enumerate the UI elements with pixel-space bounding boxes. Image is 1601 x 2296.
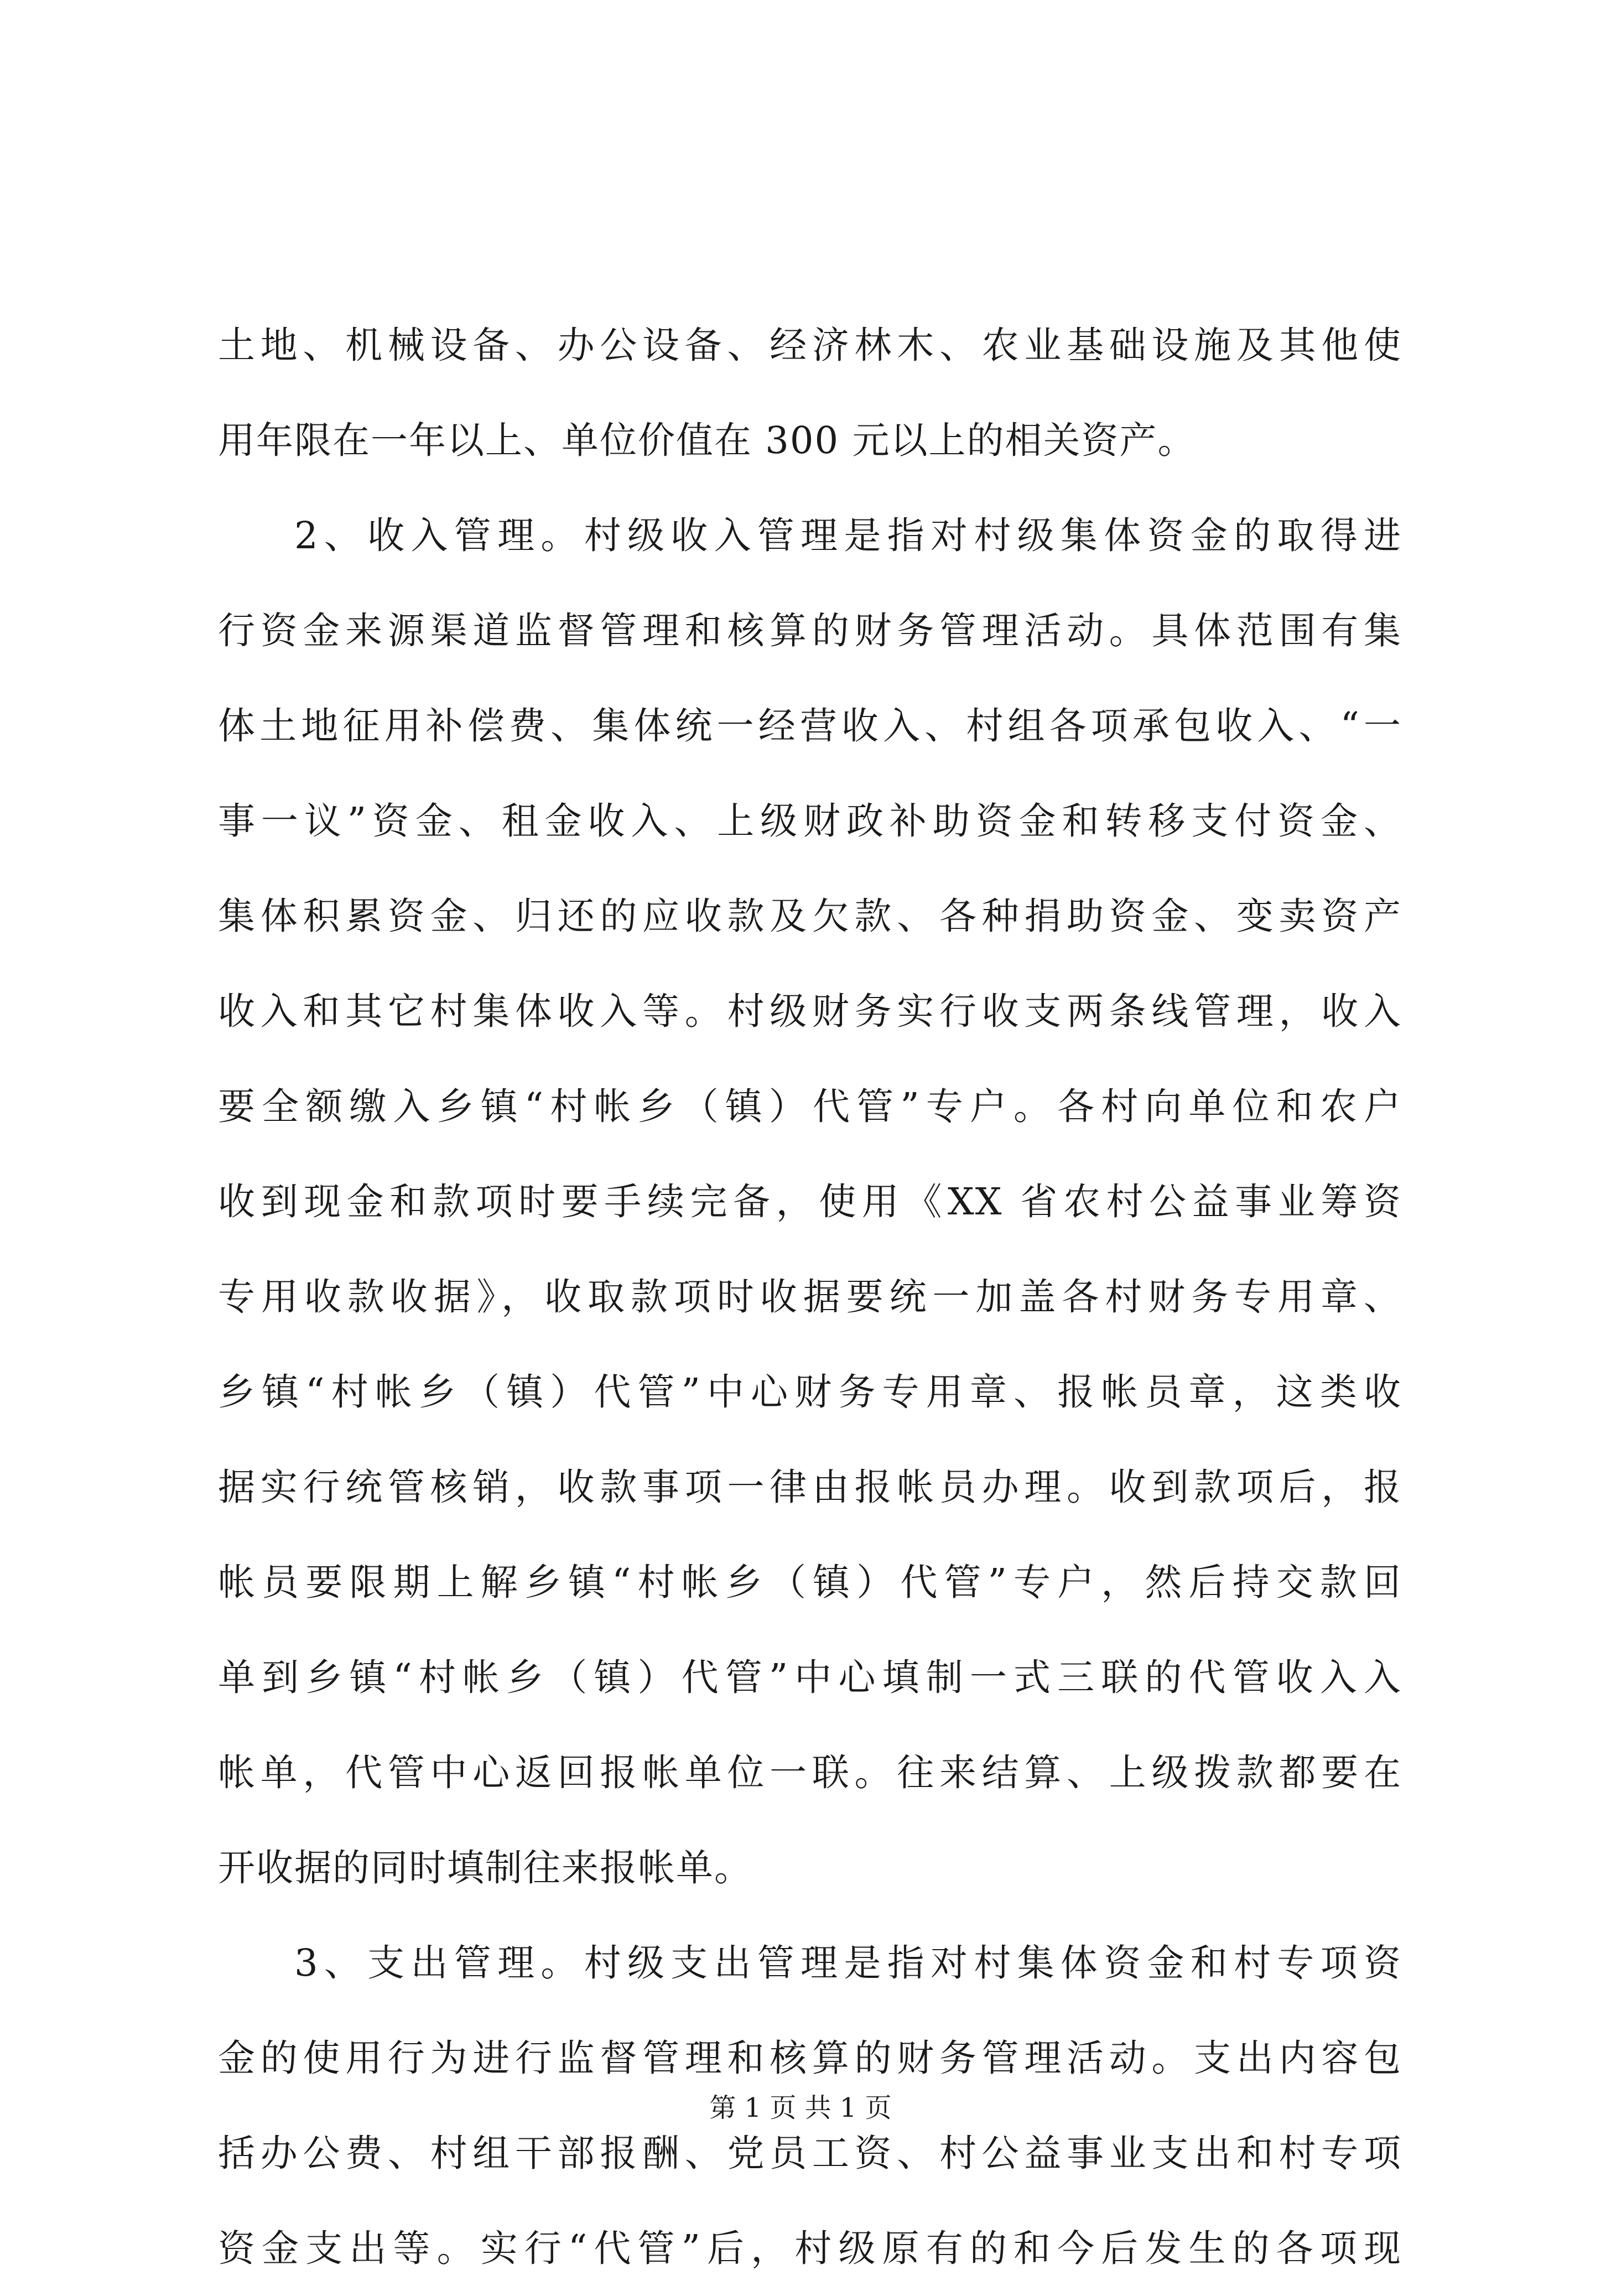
text-line: 体土地征用补偿费、集体统一经营收入、村组各项承包收入、“一 (218, 704, 1402, 747)
text-line: 集体积累资金、归还的应收款及欠款、各种捐助资金、变卖资产 (218, 895, 1402, 938)
text-line: 帐单，代管中心返回报帐单位一联。往来结算、上级拨款都要在 (218, 1751, 1402, 1794)
text-line: 据实行统管核销，收款事项一律由报帐员办理。收到款项后，报 (218, 1466, 1402, 1509)
text-line: 乡镇“村帐乡（镇）代管”中心财务专用章、报帐员章，这类收 (218, 1370, 1402, 1414)
text-line: 要全额缴入乡镇“村帐乡（镇）代管”专户。各村向单位和农户 (218, 1085, 1402, 1128)
text-line: 2、收入管理。村级收入管理是指对村级集体资金的取得进 (294, 514, 1402, 557)
text-line: 资金支出等。实行“代管”后，村级原有的和今后发生的各项现 (218, 2227, 1402, 2270)
document-body (218, 298, 1402, 2296)
text-line: 用年限在一年以上、单位价值在 300 元以上的相关资产。 (218, 419, 1196, 462)
page-footer: 第 1 页 共 1 页 (709, 2092, 892, 2123)
text-line: 土地、机械设备、办公设备、经济林木、农业基础设施及其他使 (218, 324, 1402, 367)
text-line: 金的使用行为进行监督管理和核算的财务管理活动。支出内容包 (218, 2037, 1402, 2080)
text-line: 事一议”资金、租金收入、上级财政补助资金和转移支付资金、 (218, 799, 1402, 843)
text-line: 开收据的同时填制往来报帐单。 (218, 1846, 752, 1889)
text-line: 收入和其它村集体收入等。村级财务实行收支两条线管理，收入 (218, 990, 1402, 1033)
text-line: 括办公费、村组干部报酬、党员工资、村公益事业支出和村专项 (218, 2132, 1402, 2175)
text-line: 3、支出管理。村级支出管理是指对村集体资金和村专项资 (294, 1941, 1402, 1985)
text-line: 收到现金和款项时要手续完备，使用《XX 省农村公益事业筹资 (218, 1180, 1402, 1223)
text-line: 专用收款收据》，收取款项时收据要统一加盖各村财务专用章、 (218, 1275, 1402, 1318)
text-line: 帐员要限期上解乡镇“村帐乡（镇）代管”专户，然后持交款回 (218, 1561, 1402, 1604)
text-line: 行资金来源渠道监督管理和核算的财务管理活动。具体范围有集 (218, 609, 1402, 652)
text-line: 单到乡镇“村帐乡（镇）代管”中心填制一式三联的代管收入入 (218, 1656, 1402, 1699)
